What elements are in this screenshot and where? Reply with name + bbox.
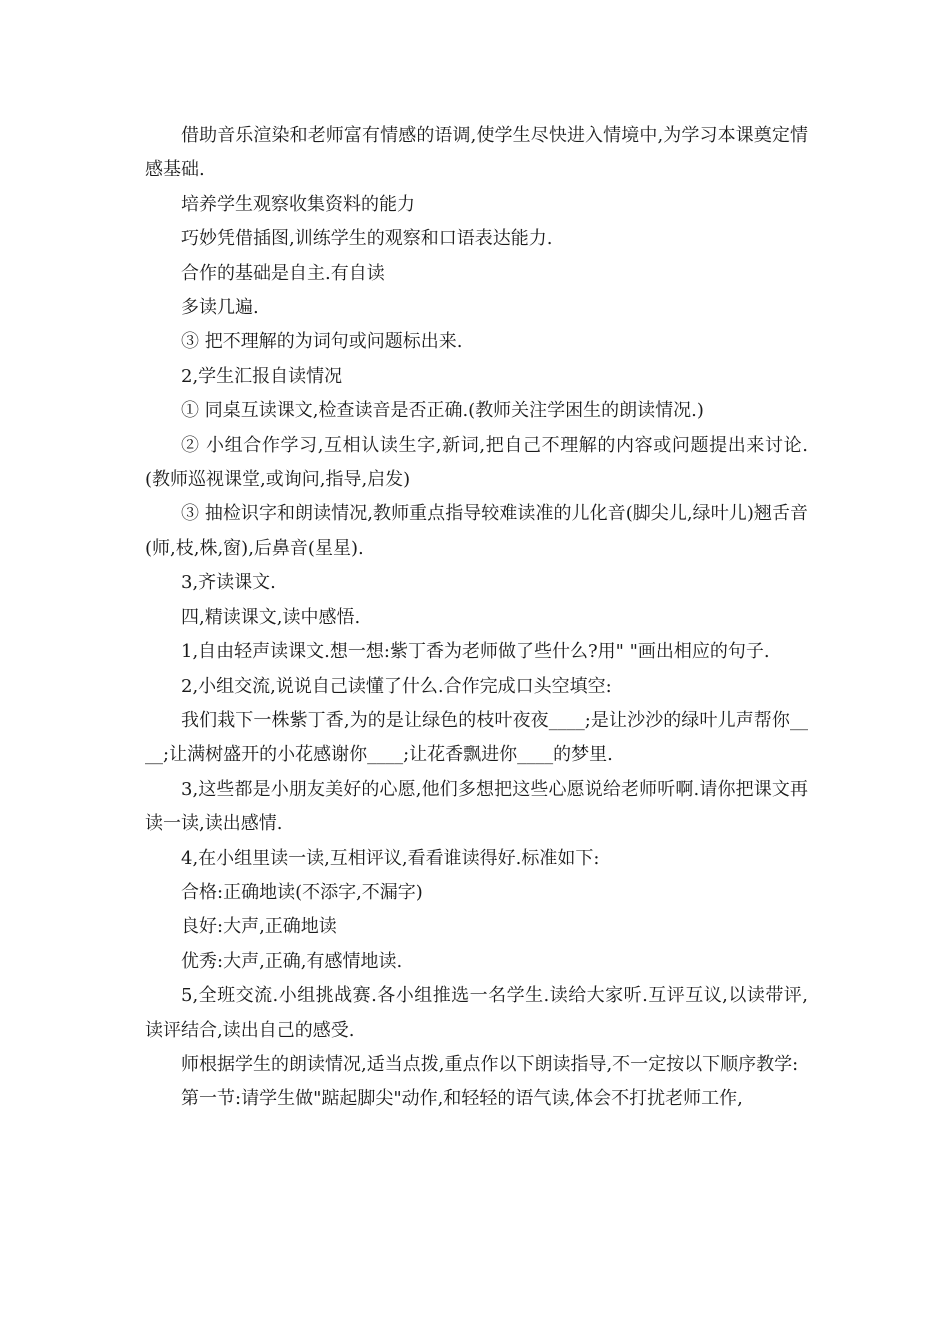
paragraph: 合作的基础是自主.有自读 [181, 262, 385, 284]
paragraph: ① 同桌互读课文,检查读音是否正确.(教师关注学困生的朗读情况.) [181, 400, 704, 422]
paragraph: 培养学生观察收集资料的能力 [181, 193, 415, 215]
paragraph: ③ 把不理解的为词句或问题标出来. [181, 331, 463, 353]
paragraph: 借助音乐渲染和老师富有情感的语调,使学生尽快进入情境中,为学习本课奠定情感基础. [145, 125, 808, 181]
paragraph: 5,全班交流.小组挑战赛.各小组推选一名学生.读给大家听.互评互议,以读带评,读评结合,读出自己的感受. [145, 985, 808, 1041]
paragraph: 3,齐读课文. [181, 572, 276, 594]
paragraph: 多读几遍. [181, 297, 259, 319]
paragraph: 四,精读课文,读中感悟. [181, 606, 361, 628]
paragraph: 4,在小组里读一读,互相评议,看看谁读得好.标准如下: [181, 847, 600, 869]
paragraph: 2,学生汇报自读情况 [181, 365, 343, 387]
paragraph: 1,自由轻声读课文.想一想:紫丁香为老师做了些什么?用" "画出相应的句子. [181, 641, 770, 663]
paragraph: 优秀:大声,正确,有感情地读. [181, 950, 403, 972]
paragraph: 2,小组交流,说说自己读懂了什么.合作完成口头空填空: [181, 675, 612, 697]
paragraph: ③ 抽检识字和朗读情况,教师重点指导较难读准的儿化音(脚尖儿,绿叶儿)翘舌音(师,枝,株,窗),后鼻音(星星). [145, 503, 808, 559]
paragraph: 良好:大声,正确地读 [181, 916, 337, 938]
paragraph: 我们栽下一株紫丁香,为的是让绿色的枝叶夜夜____;是让沙沙的绿叶儿声帮你____;让满树盛开的小花感谢你____;让花香飘进你____的梦里. [145, 709, 808, 766]
paragraph: 师根据学生的朗读情况,适当点拨,重点作以下朗读指导,不一定按以下顺序教学: [181, 1053, 799, 1075]
paragraph: 合格:正确地读(不添字,不漏字) [181, 881, 423, 903]
paragraph: 3,这些都是小朋友美好的心愿,他们多想把这些心愿说给老师听啊.请你把课文再读一读,读出感情. [145, 778, 808, 835]
paragraph: ② 小组合作学习,互相认读生字,新词,把自己不理解的内容或问题提出来讨论.(教师巡视课堂,或询问,指导,启发) [145, 434, 808, 491]
paragraph: 巧妙凭借插图,训练学生的观察和口语表达能力. [181, 228, 553, 250]
paragraph: 第一节:请学生做"踮起脚尖"动作,和轻轻的语气读,体会不打扰老师工作, [181, 1088, 743, 1110]
